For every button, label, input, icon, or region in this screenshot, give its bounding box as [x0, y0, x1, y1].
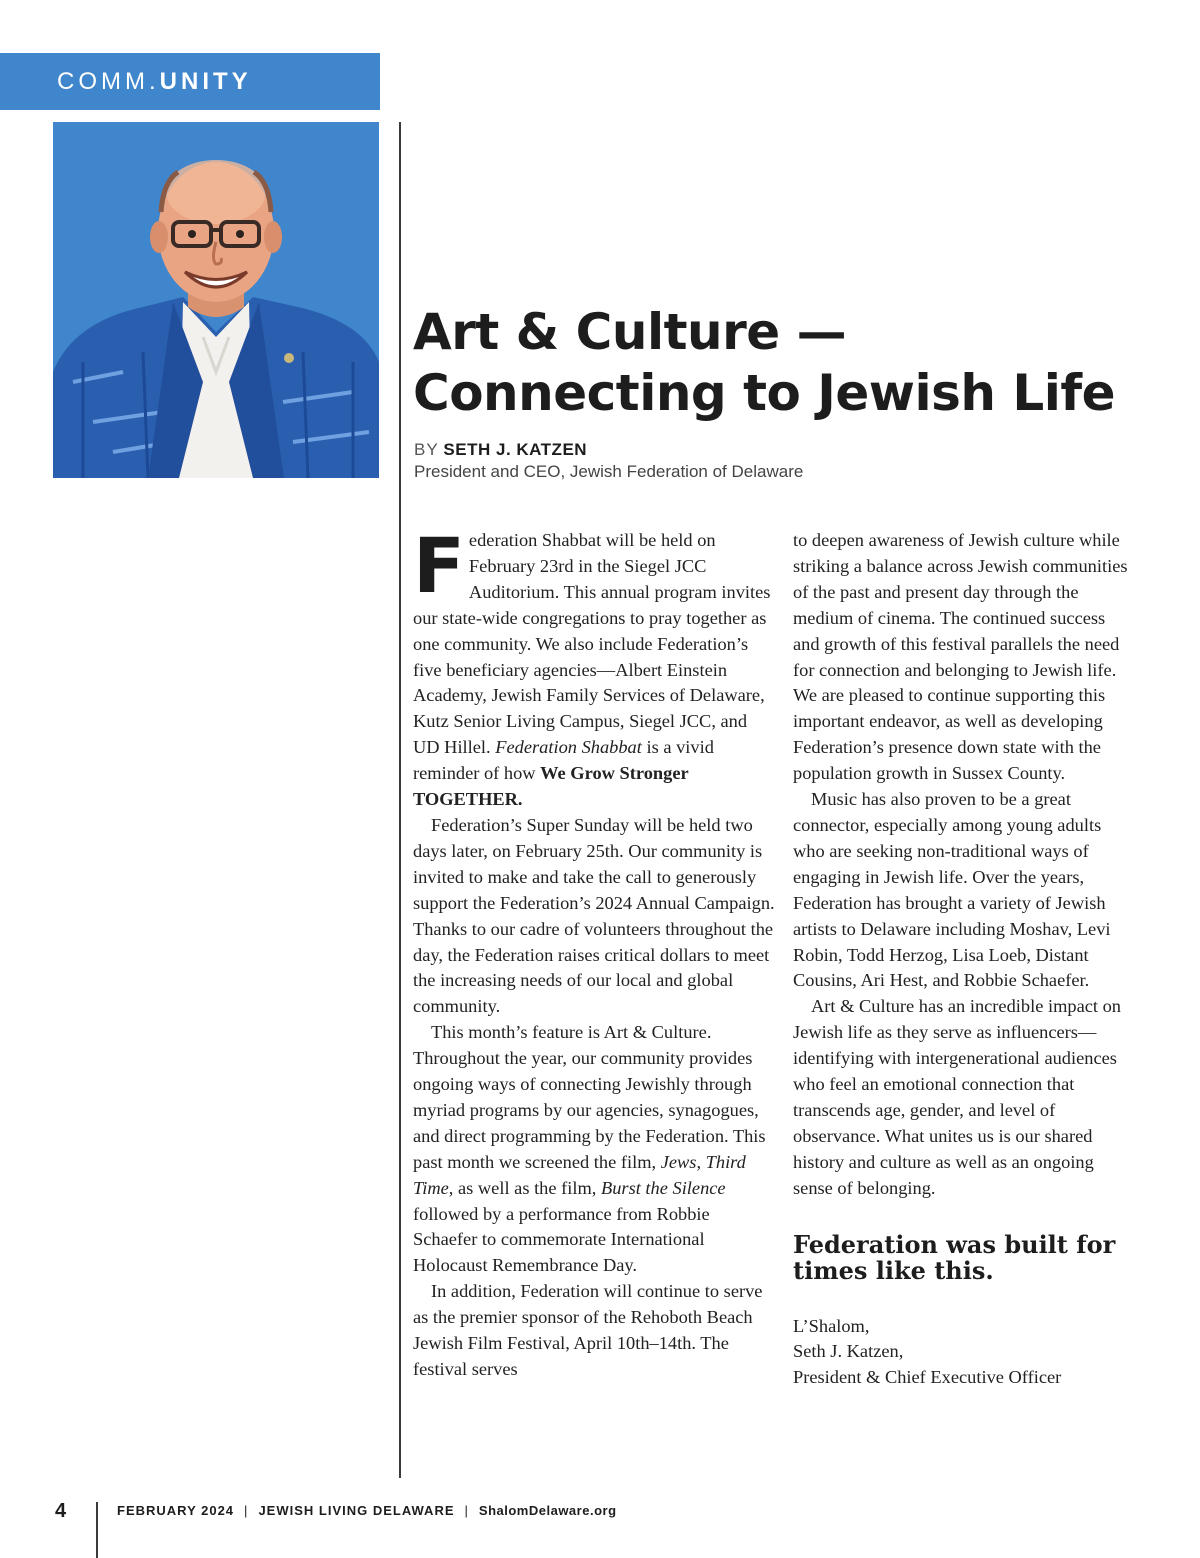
paragraph-4-continued: to deepen awareness of Jewish culture while striking a balance across Jewish communities of the past and present day through the medium of cinema. The continued success and growth of this festival parallels the need for connection and belonging to Jewish life. We are pleased to continue supporting this important endeavor, as well as developing Federation’s presence down state with the population growth in Sussex County. — [793, 530, 1128, 784]
footer-separator: | — [464, 1503, 469, 1518]
pull-quote — [793, 1229, 1133, 1285]
film-title-1: Jews, Third Time — [413, 1151, 746, 1198]
footer-publication: JEWISH LIVING DELAWARE — [258, 1503, 455, 1518]
footer-website-link[interactable]: ShalomDelaware.org — [478, 1503, 617, 1518]
paragraph-2: Federation’s Super Sunday will be held two days later, on February 25th. Our community is invited to make and take the call to generously support the Federation’s 2024 Annual Campaign. Thanks to our cadre of volunteers throughout the day, the Federation raises critical dollars to meet the increasing needs of our local and global community. — [413, 814, 775, 1017]
footer-divider — [96, 1502, 98, 1558]
paragraph-1-bold: We Grow Stronger TOGETHER. — [413, 763, 689, 810]
footer — [117, 1503, 617, 1518]
article-column-right — [793, 528, 1133, 1391]
footer-separator: | — [244, 1503, 249, 1518]
signoff-name: Seth J. Katzen, — [793, 1341, 904, 1362]
section-tag-prefix: COMM. — [57, 68, 160, 95]
article-title-line2: Connecting to Jewish Life — [413, 364, 1116, 422]
pull-quote-line2: times like this. — [793, 1255, 994, 1285]
paragraph-1-tail: is a vivid reminder of how — [413, 737, 714, 784]
signoff-greeting: L’Shalom, — [793, 1315, 870, 1336]
section-tag-suffix: UNITY — [159, 68, 252, 95]
drop-cap: F — [413, 521, 465, 610]
paragraph-6: Art & Culture has an incredible impact on Jewish life as they serve as influencers—identifying with intergenerational audiences who feel an emotional connection that transcends age, gender, and level of observance. What unites us is our shared history and culture as well as an ongoing sense of belonging. — [793, 996, 1122, 1198]
author-role: President and CEO, Jewish Federation of Delaware — [414, 462, 804, 481]
page-number: 4 — [55, 1500, 67, 1522]
section-tag — [0, 53, 380, 110]
film-title-2: Burst the Silence — [600, 1177, 726, 1198]
article-column-left — [413, 521, 775, 1383]
signoff — [793, 1314, 1133, 1392]
paragraph-3-b: , as well as the film, — [448, 1177, 601, 1198]
article-title-line1: Art & Culture — — [413, 303, 847, 361]
paragraph-3-c: followed by a performance from Robbie Schaefer to commemorate International Holocaust Remembrance Day. — [413, 1203, 710, 1276]
paragraph-1-italic: Federation Shabbat — [495, 737, 642, 758]
article-title — [413, 302, 1173, 424]
author-portrait — [53, 122, 379, 478]
paragraph-3 — [413, 1020, 775, 1279]
signoff-title: President & Chief Executive Officer — [793, 1367, 1062, 1388]
column-divider — [399, 122, 401, 1478]
byline-prefix: BY — [414, 440, 439, 459]
footer-date: FEBRUARY 2024 — [117, 1503, 235, 1518]
pull-quote-line1: Federation was built for — [793, 1229, 1116, 1259]
paragraph-1 — [413, 521, 775, 813]
paragraph-1-text: ederation Shabbat will be held on February 23rd in the Siegel JCC Auditorium. This annual program invites our state-wide congregations to pray together as one community. We also include Federation’s five beneficiary agencies—Albert Einstein Academy, Jewish Family Services of Delaware, Kutz Senior Living Campus, Siegel JCC, and UD Hillel. — [413, 530, 771, 758]
author-name: SETH J. KATZEN — [443, 440, 588, 459]
byline — [414, 440, 587, 460]
paragraph-3-a: This month’s feature is Art & Culture. Throughout the year, our community provides ongoing ways of connecting Jewishly through myriad programs by our agencies, synagogues, and direct programming by the Federation. This past month we screened the film, — [413, 1022, 766, 1172]
paragraph-5: Music has also proven to be a great connector, especially among young adults who are seeking non-traditional ways of engaging in Jewish life. Over the years, Federation has brought a variety of Jewish artists to Delaware including Moshav, Levi Robin, Todd Herzog, Lisa Loeb, Distant Cousins, Ari Hest, and Robbie Schaefer. — [793, 789, 1111, 991]
paragraph-4: In addition, Federation will continue to serve as the premier sponsor of the Rehoboth Beach Jewish Film Festival, April 10th–14th. The festival serves — [413, 1281, 763, 1379]
